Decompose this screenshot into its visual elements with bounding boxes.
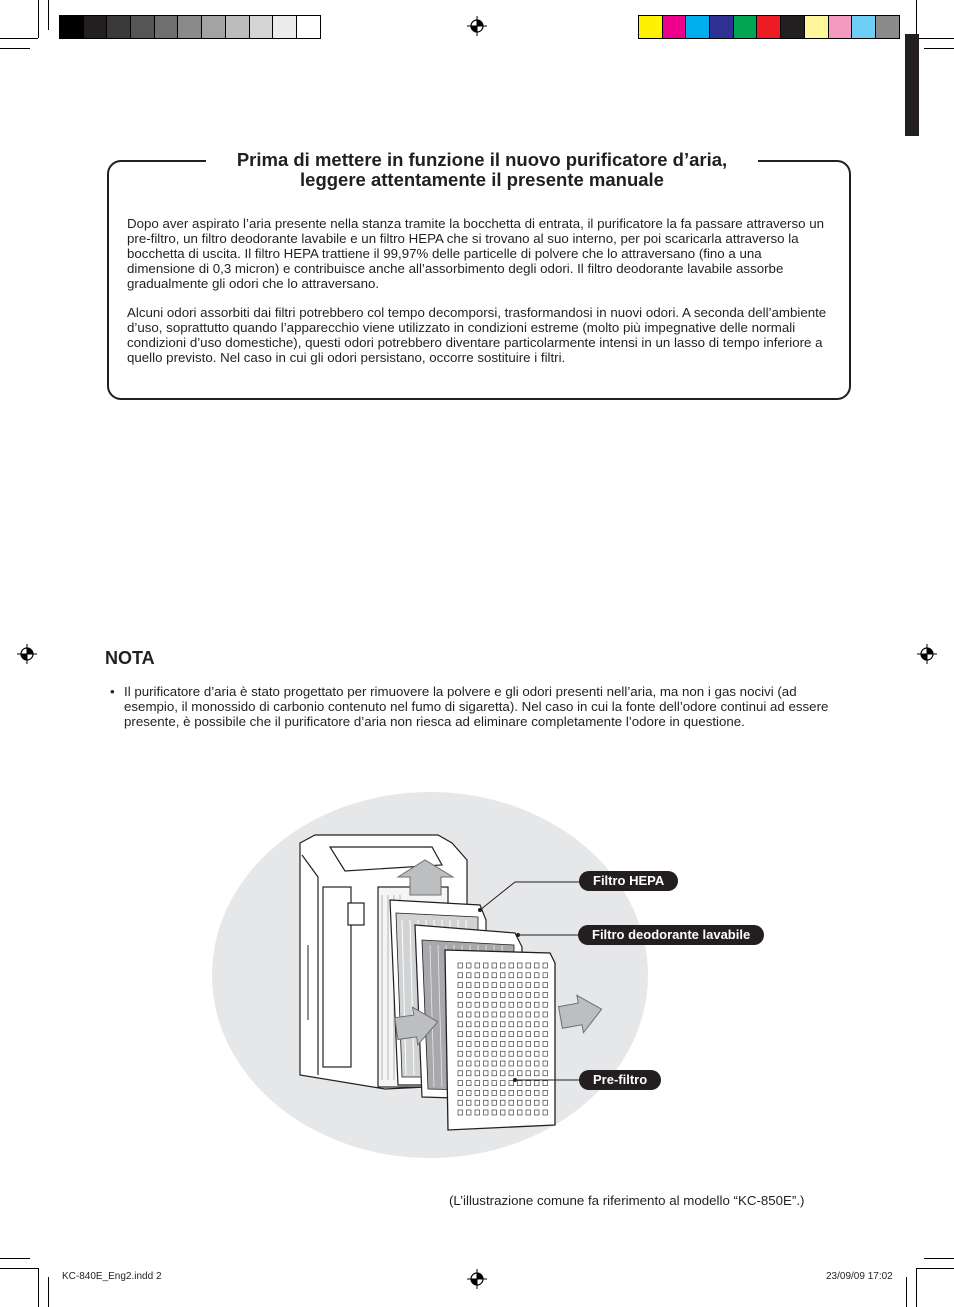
crop-mark [906, 1277, 907, 1307]
color-swatch [178, 16, 202, 38]
crop-mark [924, 1258, 954, 1259]
color-swatch [663, 16, 687, 38]
color-swatch [107, 16, 131, 38]
pre-filter-panel [445, 950, 555, 1130]
color-swatch [131, 16, 155, 38]
intro-title-line2: leggere attentamente il presente manuale [300, 169, 664, 190]
color-swatch [202, 16, 226, 38]
crop-mark [916, 1268, 917, 1307]
nota-heading: NOTA [105, 648, 155, 668]
footer-file-name: KC-840E_Eng2.indd 2 [62, 1271, 162, 1282]
color-swatch [250, 16, 274, 38]
crop-mark [916, 38, 954, 39]
color-swatch [805, 16, 829, 38]
color-swatch [639, 16, 663, 38]
crop-mark [924, 48, 954, 49]
color-swatch [757, 16, 781, 38]
footer-datetime: 23/09/09 17:02 [826, 1271, 893, 1282]
color-swatch [852, 16, 876, 38]
crop-mark [0, 1258, 30, 1259]
registration-mark-icon [467, 16, 487, 36]
nota-bullet-item [110, 684, 834, 729]
color-swatch [686, 16, 710, 38]
color-swatch [84, 16, 108, 38]
label-deodorant-filter: Filtro deodorante lavabile [578, 925, 764, 945]
intro-title-line1: Prima di mettere in funzione il nuovo purificatore d’aria, [236, 149, 728, 170]
crop-mark [48, 0, 49, 30]
crop-mark [0, 48, 30, 49]
color-swatch [734, 16, 758, 38]
crop-mark [916, 0, 917, 38]
grayscale-color-bar [59, 15, 321, 39]
registration-mark-icon [17, 644, 37, 664]
crop-mark [0, 1268, 38, 1269]
color-swatch [876, 16, 899, 38]
language-side-tab [905, 34, 919, 136]
crop-mark [38, 0, 39, 38]
color-swatch [60, 16, 84, 38]
color-swatch [155, 16, 179, 38]
color-swatch [781, 16, 805, 38]
color-swatch [829, 16, 853, 38]
color-swatch [297, 16, 320, 38]
label-hepa-filter: Filtro HEPA [579, 871, 678, 891]
crop-mark [48, 1277, 49, 1307]
color-swatch [710, 16, 734, 38]
color-swatch [226, 16, 250, 38]
crop-mark [0, 38, 38, 39]
label-pre-filter: Pre-filtro [579, 1070, 661, 1090]
nota-bullet-text: Il purificatore d’aria è stato progettato per rimuovere la polvere e gli odori presenti nell’aria, ma non i gas nocivi (ad esempio, il monossido di carbonio contenuto nel fumo di sigaretta). Nel caso in cui la fonte dell’odore continui ad essere presente, è possibile che il purificatore d’aria non riesca ad eliminare completamente l’odore in questione. [124, 684, 829, 729]
color-swatch [273, 16, 297, 38]
filter-illustration [210, 785, 810, 1165]
registration-mark-icon [917, 644, 937, 664]
bullet-icon: • [110, 684, 115, 699]
crop-mark [916, 1268, 954, 1269]
registration-mark-icon [467, 1269, 487, 1289]
illustration-caption: (L’illustrazione comune fa riferimento al modello “KC-850E”.) [449, 1193, 805, 1208]
intro-paragraph: Dopo aver aspirato l’aria presente nella stanza tramite la bocchetta di entrata, il purificatore la fa passare attraverso un pre-filtro, un filtro deodorante lavabile e un filtro HEPA che si trovano al suo interno, per poi scaricarla attraverso la bocchetta di uscita. Il filtro HEPA trattiene il 99,97% delle particelle di polvere che lo attraversano (fino a una dimensione di 0,3 micron) e contribuisce anche all’assorbimento degli odori. Il filtro deodorante lavabile assorbe gradualmente gli odori che lo attraversano. [127, 216, 824, 291]
process-color-bar [638, 15, 900, 39]
intro-paragraph: Alcuni odori assorbiti dai filtri potrebbero col tempo decomporsi, trasformandosi in nuovi odori. A seconda dell’ambiente d’uso, soprattutto quando l’apparecchio viene utilizzato in condizioni estreme (molto più impegnative delle normali condizioni d’uso domestiche), questi odori potrebbero diventare particolarmente intensi in un lasso di tempo inferiore a quello previsto. Nel caso in cui gli odori persistano, occorre sostituire i filtri. [127, 305, 827, 365]
intro-title [206, 150, 758, 190]
crop-mark [38, 1268, 39, 1307]
